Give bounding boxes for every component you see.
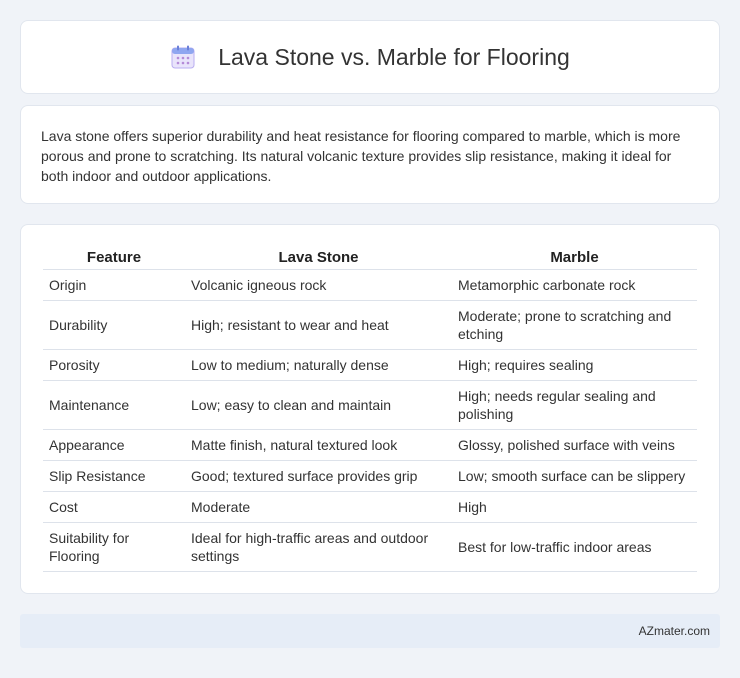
comparison-table-card	[20, 224, 720, 594]
lava-stone-cell: High; resistant to wear and heat	[185, 301, 452, 350]
marble-cell: High; needs regular sealing and polishing	[452, 381, 697, 430]
summary-text: Lava stone offers superior durability and heat resistance for flooring compared to marble, which is more porous and prone to scratching. Its natural volcanic texture provides slip resistance, making it ideal for both indoor and outdoor applications.	[41, 128, 681, 184]
feature-cell: Suitability for Flooring	[43, 523, 185, 572]
marble-cell: High	[452, 492, 697, 523]
column-header-marble: Marble	[452, 245, 697, 270]
calendar-icon	[170, 44, 196, 70]
marble-cell: Best for low-traffic indoor areas	[452, 523, 697, 572]
table-row	[43, 461, 697, 492]
feature-cell: Appearance	[43, 430, 185, 461]
lava-stone-cell: Moderate	[185, 492, 452, 523]
table-row	[43, 523, 697, 572]
feature-cell: Slip Resistance	[43, 461, 185, 492]
comparison-table	[43, 245, 697, 572]
table-header-row	[43, 245, 697, 270]
lava-stone-cell: Matte finish, natural textured look	[185, 430, 452, 461]
footer-source-link[interactable]: AZmater.com	[638, 624, 710, 638]
table-row	[43, 492, 697, 523]
marble-cell: High; requires sealing	[452, 350, 697, 381]
table-row	[43, 270, 697, 301]
table-row	[43, 350, 697, 381]
table-row	[43, 301, 697, 350]
feature-cell: Durability	[43, 301, 185, 350]
table-row	[43, 381, 697, 430]
feature-cell: Origin	[43, 270, 185, 301]
table-row	[43, 430, 697, 461]
lava-stone-cell: Low; easy to clean and maintain	[185, 381, 452, 430]
summary-card	[20, 105, 720, 204]
column-header-lava-stone: Lava Stone	[185, 245, 452, 270]
marble-cell: Moderate; prone to scratching and etching	[452, 301, 697, 350]
lava-stone-cell: Ideal for high-traffic areas and outdoor settings	[185, 523, 452, 572]
feature-cell: Porosity	[43, 350, 185, 381]
feature-cell: Cost	[43, 492, 185, 523]
feature-cell: Maintenance	[43, 381, 185, 430]
marble-cell: Low; smooth surface can be slippery	[452, 461, 697, 492]
page-title: Lava Stone vs. Marble for Flooring	[218, 43, 570, 70]
lava-stone-cell: Low to medium; naturally dense	[185, 350, 452, 381]
marble-cell: Metamorphic carbonate rock	[452, 270, 697, 301]
lava-stone-cell: Volcanic igneous rock	[185, 270, 452, 301]
marble-cell: Glossy, polished surface with veins	[452, 430, 697, 461]
lava-stone-cell: Good; textured surface provides grip	[185, 461, 452, 492]
footer	[20, 614, 720, 648]
column-header-feature: Feature	[43, 245, 185, 270]
title-card	[20, 20, 720, 94]
